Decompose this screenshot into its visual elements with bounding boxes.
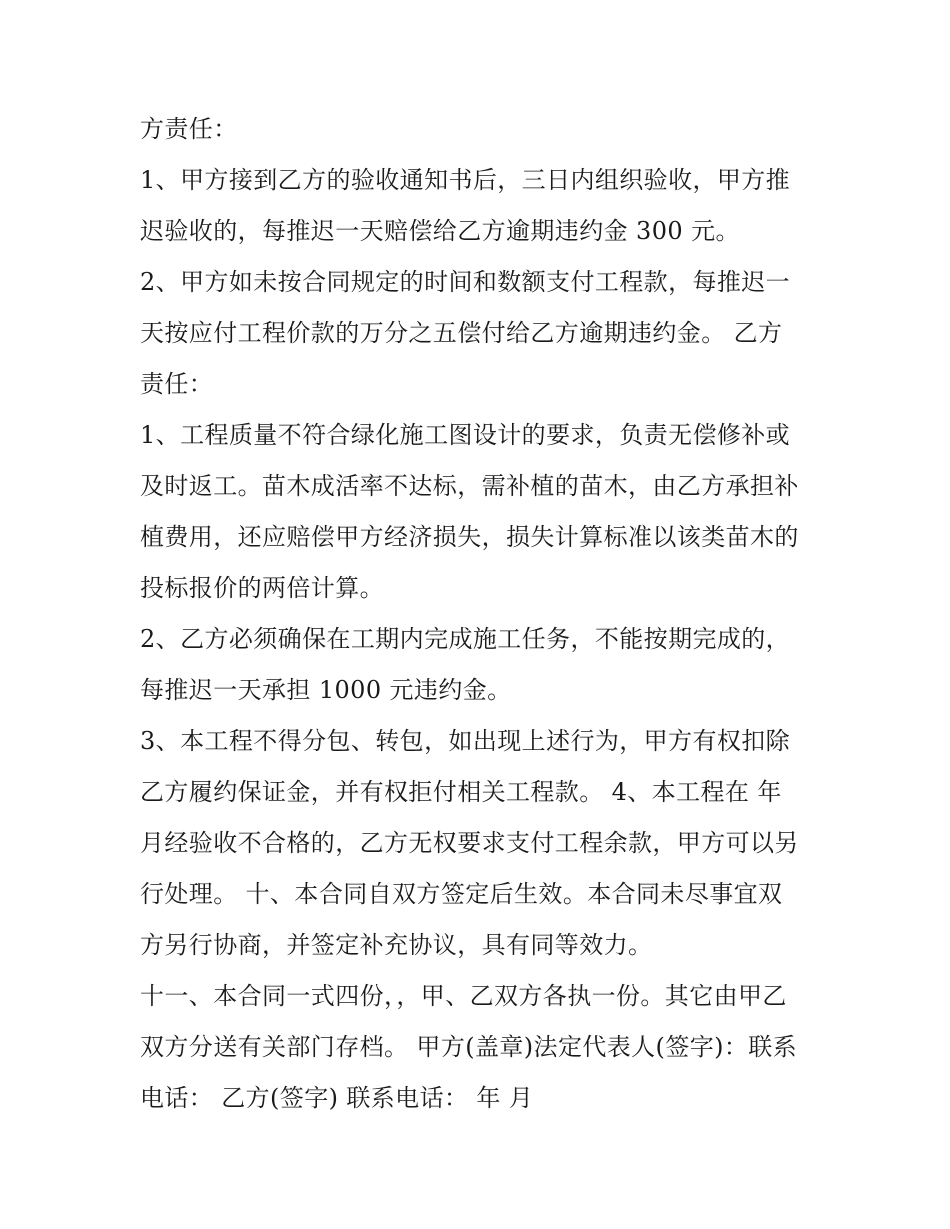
text-line: 2、乙方必须确保在工期内完成施工任务，不能按期完成的，	[140, 625, 791, 653]
text-line: 十一、本合同一式四份，，甲、乙双方各执一份。其它由甲乙	[140, 982, 787, 1010]
text-line: 3、本工程不得分包、转包，如出现上述行为，甲方有权扣除	[140, 727, 791, 755]
text-line: 方责任：	[140, 115, 238, 143]
text-line: 及时返工。苗木成活率不达标，需补植的苗木，由乙方承担补	[140, 472, 799, 500]
text-line: 双方分送有关部门存档。 甲方(盖章)法定代表人(签字)：联系	[140, 1033, 798, 1061]
text-line: 乙方履约保证金，并有权拒付相关工程款。 4、本工程在 年	[140, 778, 782, 806]
text-line: 电话： 乙方(签字) 联系电话： 年 月	[140, 1084, 534, 1112]
text-line: 月经验收不合格的，乙方无权要求支付工程余款，甲方可以另	[140, 829, 799, 857]
text-line: 迟验收的，每推迟一天赔偿给乙方逾期违约金 300 元。	[140, 217, 740, 245]
text-line: 责任：	[140, 370, 214, 398]
text-line: 投标报价的两倍计算。	[140, 574, 384, 602]
text-line: 1、工程质量不符合绿化施工图设计的要求，负责无偿修补或	[140, 421, 791, 449]
text-line: 方另行协商，并签定补充协议，具有同等效力。	[140, 931, 653, 959]
text-line: 天按应付工程价款的万分之五偿付给乙方逾期违约金。 乙方	[140, 319, 783, 347]
text-line: 1、甲方接到乙方的验收通知书后，三日内组织验收，甲方推	[140, 166, 791, 194]
text-line: 植费用，还应赔偿甲方经济损失，损失计算标准以该类苗木的	[140, 523, 799, 551]
text-line: 行处理。 十、本合同自双方签定后生效。本合同未尽事宜双	[140, 880, 783, 908]
text-line: 2、甲方如未按合同规定的时间和数额支付工程款，每推迟一	[140, 268, 791, 296]
text-line: 每推迟一天承担 1000 元违约金。	[140, 676, 512, 704]
